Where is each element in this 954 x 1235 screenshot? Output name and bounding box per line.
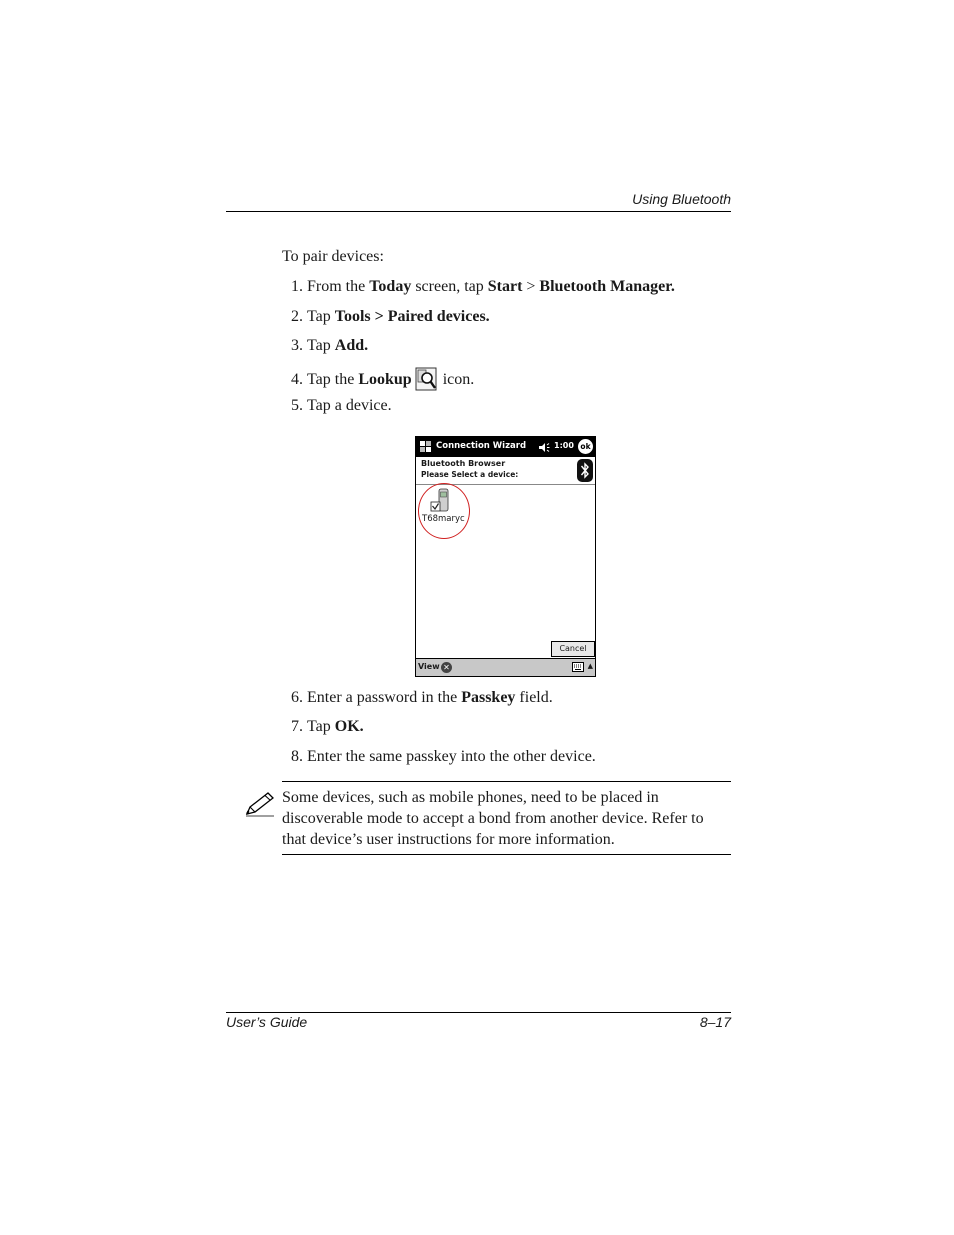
device-menu-bar — [416, 658, 595, 676]
intro-text: To pair devices: — [282, 248, 384, 265]
step-8: 8. Enter the same passkey into the other device. — [291, 748, 596, 765]
step-5: 5. Tap a device. — [291, 397, 392, 414]
header-rule — [226, 211, 731, 212]
step-1: 1. From the Today screen, tap Start > Bluetooth Manager. — [291, 278, 675, 295]
device-title-bar — [416, 437, 595, 457]
cancel-button[interactable]: Cancel — [551, 641, 595, 657]
ok-button[interactable]: ok — [578, 439, 593, 454]
speaker-icon[interactable] — [538, 442, 550, 453]
step-2: 2. Tap Tools > Paired devices. — [291, 308, 490, 325]
step-3: 3. Tap Add. — [291, 337, 369, 354]
step-7: 7. Tap OK. — [291, 718, 364, 735]
bluetooth-icon — [577, 459, 593, 482]
device-screenshot — [415, 436, 596, 677]
pencil-note-icon — [244, 790, 276, 818]
highlight-circle — [418, 483, 470, 539]
page-number: 8–17 — [699, 1014, 731, 1030]
bluetooth-browser-label: Bluetooth Browser — [421, 459, 506, 468]
device-name-label[interactable]: T68maryc — [422, 514, 465, 524]
close-icon[interactable]: ✕ — [441, 662, 452, 673]
footer-rule — [226, 1012, 731, 1013]
lookup-icon — [415, 367, 437, 391]
footer-guide-title: User’s Guide — [226, 1014, 308, 1030]
note-bottom-rule — [282, 854, 731, 855]
select-device-prompt: Please Select a device: — [421, 470, 519, 479]
note-text: Some devices, such as mobile phones, need to be placed in discoverable mode to accept a bond from another device. Refer to that device’s user instructions for more information. — [282, 789, 704, 848]
view-menu[interactable]: View — [418, 662, 440, 671]
windows-start-icon[interactable] — [419, 440, 432, 453]
step-6: 6. Enter a password in the Passkey field. — [291, 689, 553, 706]
chevron-up-icon[interactable]: ▲ — [587, 662, 593, 670]
device-title: Connection Wizard — [436, 441, 527, 451]
step-4: 4. Tap the Lookup icon. — [291, 367, 474, 391]
running-header: Using Bluetooth — [632, 191, 731, 207]
keyboard-icon[interactable] — [572, 662, 584, 672]
device-clock: 1:00 — [554, 441, 574, 450]
note-top-rule — [282, 781, 731, 782]
